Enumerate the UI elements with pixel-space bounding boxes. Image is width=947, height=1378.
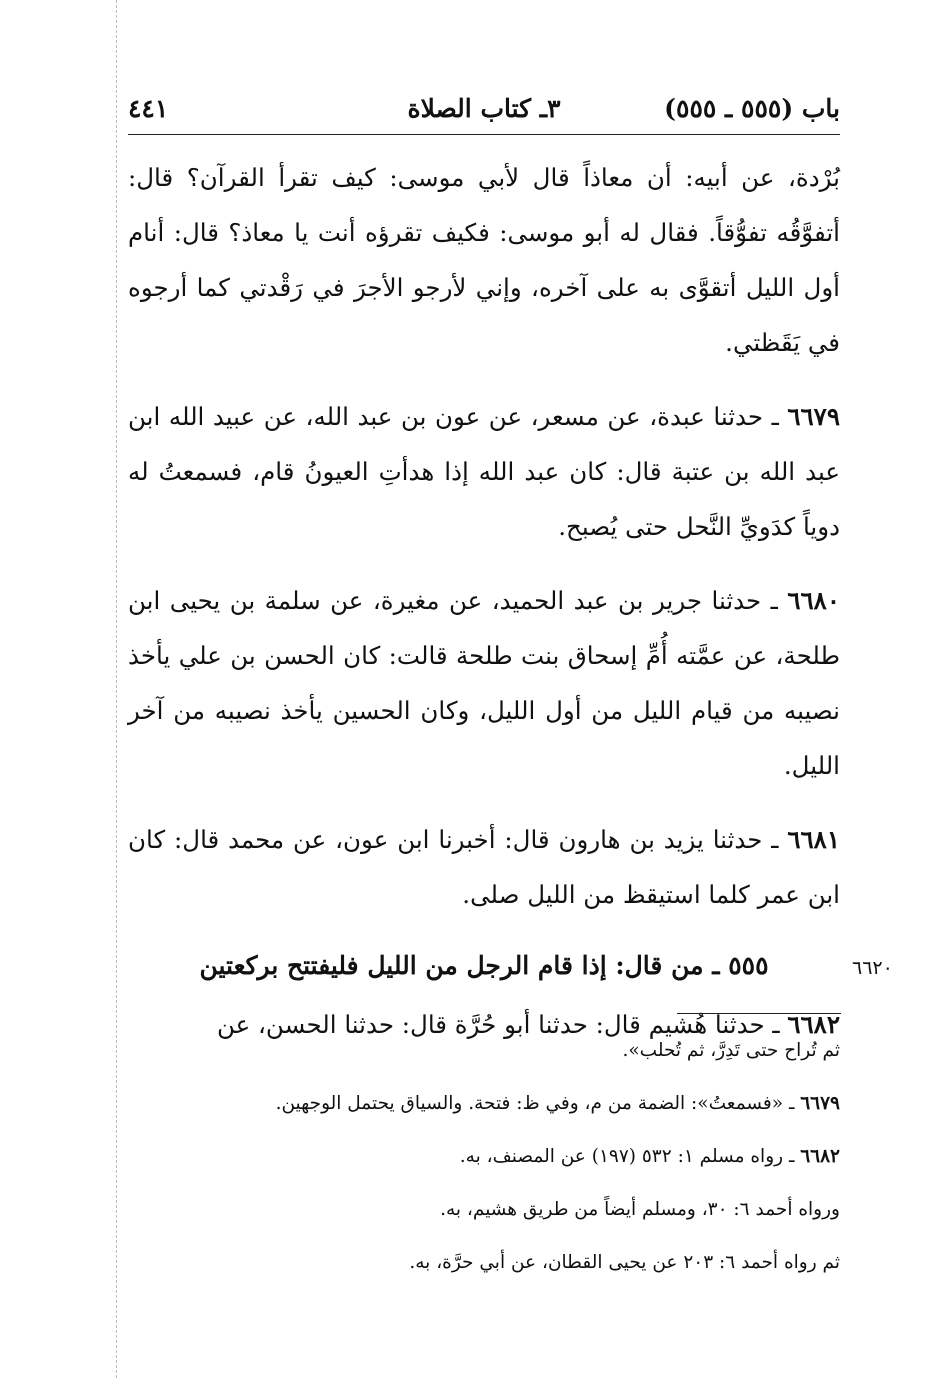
hadith-6681 — [128, 812, 840, 922]
margin-reference-number: ٦٦٢٠ — [852, 957, 893, 979]
chapter-heading: باب (٥٥٥ ـ ٥٥٥) — [664, 94, 840, 123]
main-text — [128, 150, 840, 1052]
intro-paragraph: بُرْدة، عن أبيه: أن معاذاً قال لأبي موسى: كيف تقرأ القرآن؟ قال: أتفوَّقُه تفوُّقاً. فقال له أبو موسى: فكيف تقرؤه أنت يا معاذ؟ قال: أنام أول الليل أتقوَّى به على آخره، وإني لأرجو الأجرَ في رَقْدتي كما أرجوه في يَقَظتي. — [128, 163, 840, 357]
footnote-divider — [677, 1013, 841, 1014]
footnote-text: ثم رواه أحمد ٦: ٢٠٣ عن يحيى القطان، عن أبي حرَّة، به. — [409, 1252, 840, 1273]
footnote-text: ـ «فسمعتُ»: الضمة من م، وفي ظ: فتحة. والسياق يحتمل الوجهين. — [275, 1093, 801, 1114]
hadith-6679 — [128, 389, 840, 554]
page-edge-line — [116, 0, 117, 1378]
footnote-line — [128, 1236, 840, 1289]
footnote-line — [128, 1024, 840, 1077]
hadith-number: ٦٦٨٠ — [787, 586, 840, 615]
section-heading: ٥٥٥ ـ من قال: إذا قام الرجل من الليل فليفتتح بركعتين — [199, 951, 769, 980]
footnote-text: ثم تُراح حتى تَدِرَّ، ثم تُحلب». — [622, 1040, 840, 1061]
footnote-text: ورواه أحمد ٦: ٣٠، ومسلم أيضاً من طريق هشيم، به. — [440, 1199, 840, 1220]
header-divider — [128, 134, 840, 135]
hadith-number: ٦٦٨١ — [787, 825, 840, 854]
hadith-text: ـ حدثنا عبدة، عن مسعر، عن عون بن عبد الله، عن عبيد الله ابن عبد الله بن عتبة قال: كان عبد الله إذا هدأتِ العيونُ قام، فسمعتُ له دوياً كدَويِّ النَّحل حتى يُصبح. — [128, 402, 840, 541]
footnote-line — [128, 1077, 840, 1130]
hadith-6680 — [128, 573, 840, 793]
book-title: ٣ـ كتاب الصلاة — [407, 94, 561, 123]
hadith-text: ـ حدثنا هُشيم قال: حدثنا أبو حُرَّة قال: حدثنا الحسن، عن — [216, 1010, 788, 1039]
hadith-number: ٦٦٨٢ — [787, 1010, 840, 1039]
page-header — [128, 94, 840, 134]
footnote-number: ٦٦٧٩ — [800, 1093, 840, 1114]
hadith-text: ـ حدثنا يزيد بن هارون قال: أخبرنا ابن عون، عن محمد قال: كان ابن عمر كلما استيقظ من الليل صلى. — [128, 825, 840, 909]
page-number: ٤٤١ — [128, 94, 169, 123]
footnotes — [128, 1024, 840, 1289]
footnote-line — [128, 1183, 840, 1236]
footnote-text: ـ رواه مسلم ١: ٥٣٢ (١٩٧) عن المصنف، به. — [459, 1146, 801, 1167]
hadith-number: ٦٦٧٩ — [787, 402, 840, 431]
footnote-number: ٦٦٨٢ — [800, 1146, 840, 1167]
hadith-text: ـ حدثنا جرير بن عبد الحميد، عن مغيرة، عن سلمة بن يحيى ابن طلحة، عن عمَّته أُمِّ إسحاق بنت طلحة قالت: كان الحسن بن علي يأخذ نصيبه من قيام الليل من أول الليل، وكان الحسين يأخذ نصيبه من آخر الليل. — [128, 586, 840, 780]
footnote-line — [128, 1130, 840, 1183]
